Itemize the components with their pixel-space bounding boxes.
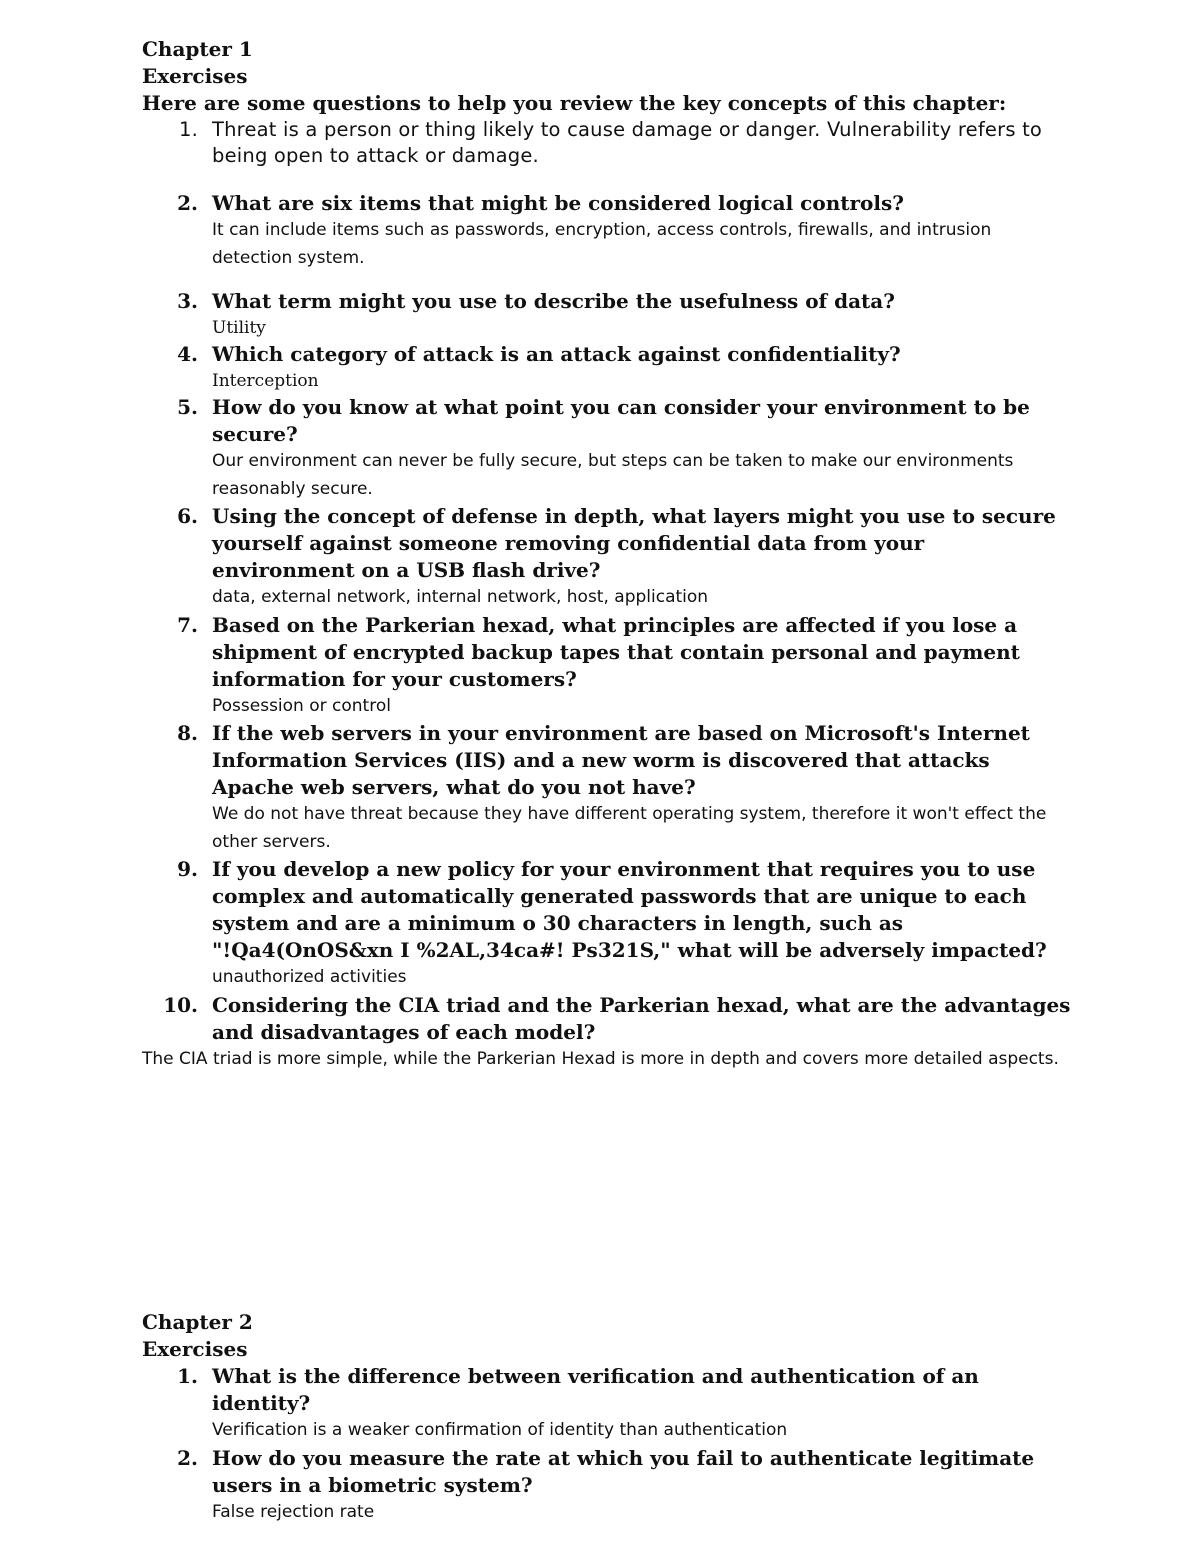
list-item: [142, 856, 1072, 992]
question-text: If you develop a new policy for your environment that requires you to use complex and automatically generated passwords that are unique to each system and are a minimum o 30 characters in length, such as "!Qa4(OnOS&xn I %2AL,34ca#! Ps321S," what will be adversely impacted?: [212, 857, 1047, 962]
chapter-1-question-list: [142, 117, 1072, 1046]
question-text: How do you know at what point you can consider your environment to be secure?: [212, 395, 1030, 446]
chapter-1-title: Chapter 1: [142, 37, 253, 61]
final-answer-text: The CIA triad is more simple, while the Parkerian Hexad is more in depth and covers more detailed aspects.: [142, 1048, 1059, 1069]
item-number: 9.: [177, 857, 198, 881]
item-number: 1.: [178, 118, 198, 141]
list-item: [142, 288, 1072, 341]
question-text: What are six items that might be considered logical controls?: [212, 191, 904, 215]
item-number: 2.: [177, 1445, 198, 1470]
answer-text: Verification is a weaker confirmation of identity than authentication: [212, 1420, 788, 1440]
answer-text: Our environment can never be fully secure, but steps can be taken to make our environments reasonably secure.: [212, 451, 1014, 499]
list-item: [142, 992, 1072, 1046]
list-item: [142, 341, 1072, 394]
list-item: [142, 394, 1072, 503]
item-number: 10.: [163, 992, 198, 1017]
answer-text: It can include items such as passwords, encryption, access controls, firewalls, and intrusion detection system.: [212, 220, 992, 268]
chapter-1-section: [142, 36, 1072, 1073]
chapter-2-title: Chapter 2: [142, 1310, 253, 1334]
answer-text: We do not have threat because they have different operating system, therefore it won't effect the other servers.: [212, 804, 1047, 852]
answer-text: False rejection rate: [212, 1501, 375, 1522]
item-number: 4.: [177, 342, 198, 366]
item-number: 2.: [177, 191, 198, 215]
list-item: [142, 720, 1072, 856]
chapter-1-intro: Here are some questions to help you review the key concepts of this chapter:: [142, 91, 1007, 115]
item-number: 8.: [177, 721, 198, 745]
list-item: [142, 1445, 1072, 1527]
answer-text: Possession or control: [212, 695, 391, 716]
question-text: What is the difference between verification and authentication of an identity?: [212, 1364, 979, 1415]
item-number: 7.: [177, 612, 198, 637]
chapter-2-subtitle: Exercises: [142, 1337, 248, 1361]
question-text: If the web servers in your environment are based on Microsoft's Internet Information Services (IIS) and a new worm is discovered that attacks Apache web servers, what do you not have?: [212, 721, 1030, 799]
item-number: 5.: [177, 395, 198, 419]
answer-text: data, external network, internal network, host, application: [212, 587, 709, 607]
list-item: [142, 190, 1072, 272]
chapter-2-section: [142, 1309, 1072, 1526]
item-number: 6.: [177, 504, 198, 528]
question-text: Based on the Parkerian hexad, what principles are affected if you lose a shipment of encrypted backup tapes that contain personal and payment information for your customers?: [212, 612, 1020, 691]
list-item: [142, 612, 1072, 721]
list-item: [142, 1363, 1072, 1445]
item-text: Threat is a person or thing likely to cause damage or danger. Vulnerability refers to being open to attack or damage.: [212, 118, 1043, 167]
question-text: Using the concept of defense in depth, what layers might you use to secure yourself against someone removing confidential data from your environment on a USB flash drive?: [212, 504, 1056, 582]
question-text: How do you measure the rate at which you fail to authenticate legitimate users in a biometric system?: [212, 1445, 1035, 1497]
item-number: 3.: [177, 289, 198, 313]
chapter-1-subtitle: Exercises: [142, 64, 248, 88]
chapter-2-question-list: [142, 1363, 1072, 1526]
item-number: 1.: [177, 1364, 198, 1388]
answer-text: Utility: [212, 318, 266, 338]
list-item: [142, 503, 1072, 612]
question-text: What term might you use to describe the usefulness of data?: [212, 289, 895, 313]
answer-text: Interception: [212, 371, 319, 391]
list-item: [142, 117, 1072, 168]
question-text: Considering the CIA triad and the Parkerian hexad, what are the advantages and disadvantages of each model?: [212, 992, 1071, 1044]
answer-text: unauthorized activities: [212, 967, 407, 987]
question-text: Which category of attack is an attack against confidentiality?: [212, 342, 901, 366]
